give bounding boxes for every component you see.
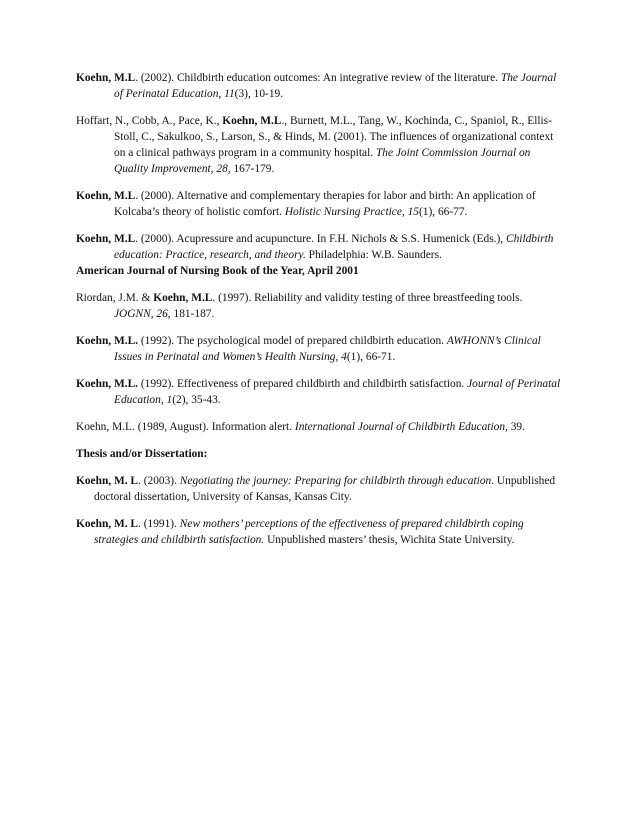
author-name-bold: Koehn, M.L xyxy=(76,190,136,202)
reference-entry xyxy=(76,231,562,279)
citation-text: Riordan, J.M. & xyxy=(76,292,154,304)
reference-entry xyxy=(76,70,562,102)
citation-text: Koehn, M.L. (1989, August). Information alert. xyxy=(76,421,295,433)
citation-text: . (2002). Childbirth education outcomes: An integrative review of the literature. xyxy=(135,72,501,84)
author-name-bold: Koehn, M.L. xyxy=(76,335,139,347)
author-name-bold: Koehn, M.L xyxy=(76,72,136,84)
citation-text: (1992). The psychological model of prepared childbirth education. xyxy=(138,335,447,347)
reference-entry xyxy=(76,419,562,435)
citation-text: . (1997). Reliability and validity testing of three breastfeeding tools. xyxy=(212,292,523,304)
reference-entry xyxy=(76,113,562,177)
citation-text: Hoffart, N., Cobb, A., Pace, K., xyxy=(76,115,223,127)
citation-text: , 167-179. xyxy=(227,163,275,175)
publication-title-italic: Holistic Nursing Practice, 15 xyxy=(284,206,419,218)
publication-title-italic: Journal of Perinatal Education, 1 xyxy=(114,378,561,406)
citation-text: . (2000). Acupressure and acupuncture. In F.H. Nichols & S.S. Humenick (Eds.), xyxy=(135,233,506,245)
publication-list xyxy=(76,70,562,435)
citation-text: (3), 10-19. xyxy=(234,88,284,100)
publication-title-italic: JOGNN, 26 xyxy=(114,308,168,320)
thesis-entry xyxy=(76,516,562,548)
citation-text: (2), 35-43. xyxy=(172,394,221,406)
citation-text: (1), 66-71. xyxy=(346,351,396,363)
citation-text: . (2000). Alternative and complementary therapies for labor and birth: An application of Kolcaba’s theory of holistic comfort. xyxy=(114,190,536,218)
publication-title-italic: International Journal of Childbirth Education xyxy=(294,421,506,433)
citation-text: Unpublished masters’ thesis, Wichita State University. xyxy=(264,534,515,546)
reference-entry xyxy=(76,376,562,408)
author-name-bold: Koehn, M. L xyxy=(76,518,139,530)
author-name-bold: Koehn, M.L xyxy=(222,115,282,127)
citation-text: . (2003). xyxy=(138,475,180,487)
publication-title-italic: The Journal of Perinatal Education, 11 xyxy=(114,72,557,100)
citation-text: , 39. xyxy=(505,421,525,433)
publication-title-italic: Negotiating the journey: Preparing for childbirth through education xyxy=(179,475,492,487)
publication-title-italic: AWHONN’s Clinical Issues in Perinatal and Women’s Health Nursing, 4 xyxy=(114,335,541,363)
citation-text: . (1991). xyxy=(138,518,180,530)
award-note: American Journal of Nursing Book of the Year, April 2001 xyxy=(76,265,359,277)
reference-entry xyxy=(76,290,562,322)
section-heading-thesis: Thesis and/or Dissertation: xyxy=(76,448,208,460)
citation-text: (1), 66-77. xyxy=(418,206,468,218)
citation-text: . Unpublished doctoral dissertation, University of Kansas, Kansas City. xyxy=(94,475,556,503)
citation-text: ., Burnett, M.L., Tang, W., Kochinda, C., Spaniol, R., Ellis-Stoll, C., Sakulkoo, S., Larson, S., & Hinds, M. (2001). The influences of organizational context on a clinical pathways program in a community hospital. xyxy=(114,115,554,159)
publication-title-italic: The Joint Commission Journal on Quality Improvement, 28 xyxy=(114,147,531,175)
citation-text: , 181-187. xyxy=(167,308,215,320)
citation-text: (1992). Effectiveness of prepared childbirth and childbirth satisfaction. xyxy=(138,378,468,390)
publication-title-italic: Childbirth education: Practice, research, and theory. xyxy=(114,233,554,261)
author-name-bold: Koehn, M. L xyxy=(76,475,139,487)
thesis-list xyxy=(76,473,562,548)
citation-text: Philadelphia: W.B. Saunders. xyxy=(305,249,442,261)
author-name-bold: Koehn, M.L. xyxy=(76,378,139,390)
reference-entry xyxy=(76,333,562,365)
publication-title-italic: New mothers’ perceptions of the effectiveness of prepared childbirth coping strategies and childbirth satisfaction. xyxy=(94,518,524,546)
reference-entry xyxy=(76,188,562,220)
author-name-bold: Koehn, M.L xyxy=(153,292,213,304)
thesis-entry xyxy=(76,473,562,505)
author-name-bold: Koehn, M.L xyxy=(76,233,136,245)
